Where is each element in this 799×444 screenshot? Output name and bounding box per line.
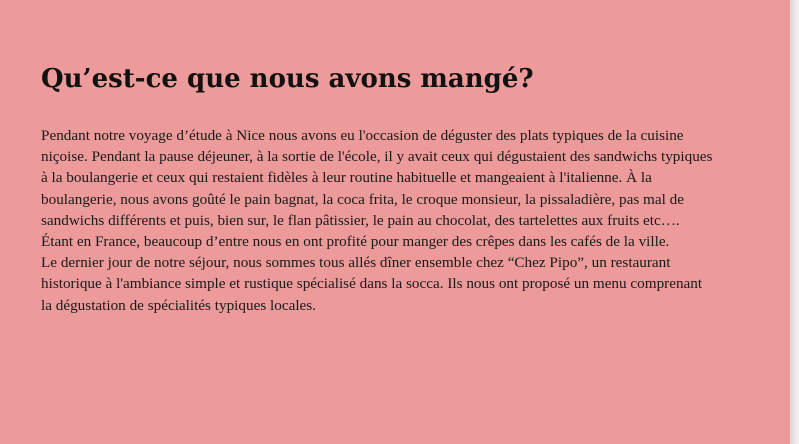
body-line: sandwichs différents et puis, bien sur, le flan pâtissier, le pain au chocolat, des tartelettes aux fruits etc…. <box>41 211 680 229</box>
body-line: la dégustation de spécialités typiques locales. <box>41 296 316 314</box>
window-edge <box>790 0 799 444</box>
body-line: à la boulangerie et ceux qui restaient fidèles à leur routine habituelle et mangeaient à l'italienne. À la <box>41 169 652 187</box>
body-line: Pendant notre voyage d’étude à Nice nous avons eu l'occasion de déguster des plats typiques de la cuisine <box>41 127 684 144</box>
body-line: boulangerie, nous avons goûté le pain bagnat, la coca frita, le croque monsieur, la pissaladière, pas mal de <box>41 190 684 208</box>
slide-body-text <box>41 125 771 316</box>
body-line: historique à l'ambiance simple et rustique spécialisé dans la socca. Ils nous ont proposé un menu comprenant <box>41 275 703 293</box>
body-line: niçoise. Pendant la pause déjeuner, à la sortie de l'école, il y avait ceux qui dégustaient des sandwichs typiques <box>41 148 713 166</box>
slide-title: Qu’est-ce que nous avons mangé? <box>41 64 534 94</box>
body-line: Étant en France, beaucoup d’entre nous en ont profité pour manger des crêpes dans les cafés de la ville. <box>41 233 670 251</box>
body-line: Le dernier jour de notre séjour, nous sommes tous allés dîner ensemble chez “Chez Pipo”, un restaurant <box>41 254 671 272</box>
